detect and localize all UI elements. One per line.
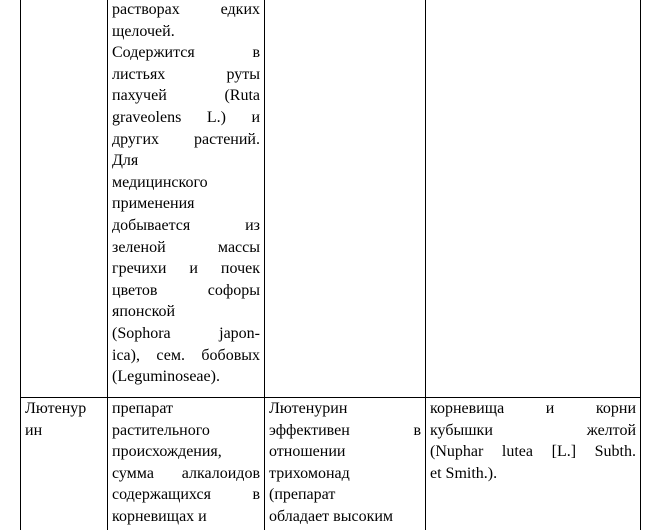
cell-text-line: (Leguminoseae). [112, 368, 220, 386]
table-cell-name [21, 0, 108, 398]
cell-text-line: японской [112, 303, 176, 321]
cell-text-line: Для [112, 152, 139, 170]
cell-text-line: кубышки желтой [430, 421, 636, 439]
cell-text-line: отношении [269, 443, 346, 461]
table-row [21, 0, 641, 398]
cell-text-line: корневищах и [112, 507, 207, 525]
cell-text-line: (Nuphar lutea [L.] Subth. [430, 443, 636, 461]
table-cell-name [21, 398, 108, 530]
cell-text-line: листьях руты [112, 65, 260, 83]
cell-text-line: применения [112, 195, 195, 213]
cell-text-line: зеленой массы [112, 238, 260, 256]
table-cell-description [108, 398, 265, 530]
cell-text-line: трихомонад [269, 464, 350, 482]
table-row [21, 398, 641, 530]
cell-text-line: препарат [112, 400, 174, 417]
cell-text-line: Лютенурин [269, 400, 348, 417]
table-cell-action [265, 398, 426, 530]
cell-text-line: graveolens L.) и [112, 108, 260, 126]
cell-text-line: цветов софоры [112, 281, 260, 299]
cell-text-line: Лютенур [25, 400, 87, 417]
cell-text-line: ин [25, 421, 43, 439]
cell-text-line: (препарат [269, 486, 336, 504]
table-cell-source [426, 398, 641, 530]
table-cell-source [426, 0, 641, 398]
cell-text-line: сумма алкалоидов [112, 464, 260, 482]
cell-text-line: Содержится в [112, 44, 260, 62]
cell-text-line: корневища и корни [430, 400, 636, 417]
table-cell-action [265, 0, 426, 398]
cell-text-line: пахучей (Ruta [112, 87, 260, 105]
cell-text-line: эффективен в [269, 421, 421, 439]
cell-text-line: добывается из [112, 216, 260, 234]
cell-text-line: щелочей. [112, 22, 175, 40]
cell-text-line: других растений. [112, 130, 260, 148]
cell-text-line: растворах едких [112, 1, 260, 18]
cell-text-line: ica), сем. бобовых [112, 346, 260, 364]
table-cell-description [108, 0, 265, 398]
drug-table [20, 0, 641, 530]
cell-text-line: et Smith.). [430, 464, 498, 482]
cell-text-line: растительного [112, 421, 210, 439]
cell-text-line: происхождения, [112, 443, 222, 461]
cell-text-line: медицинского [112, 173, 208, 191]
cell-text-line: гречихи и почек [112, 260, 260, 278]
cell-text-line: обладает высоким [269, 507, 394, 525]
cell-text-line: (Sophora japon- [112, 324, 260, 342]
cell-text-line: содержащихся в [112, 486, 260, 504]
